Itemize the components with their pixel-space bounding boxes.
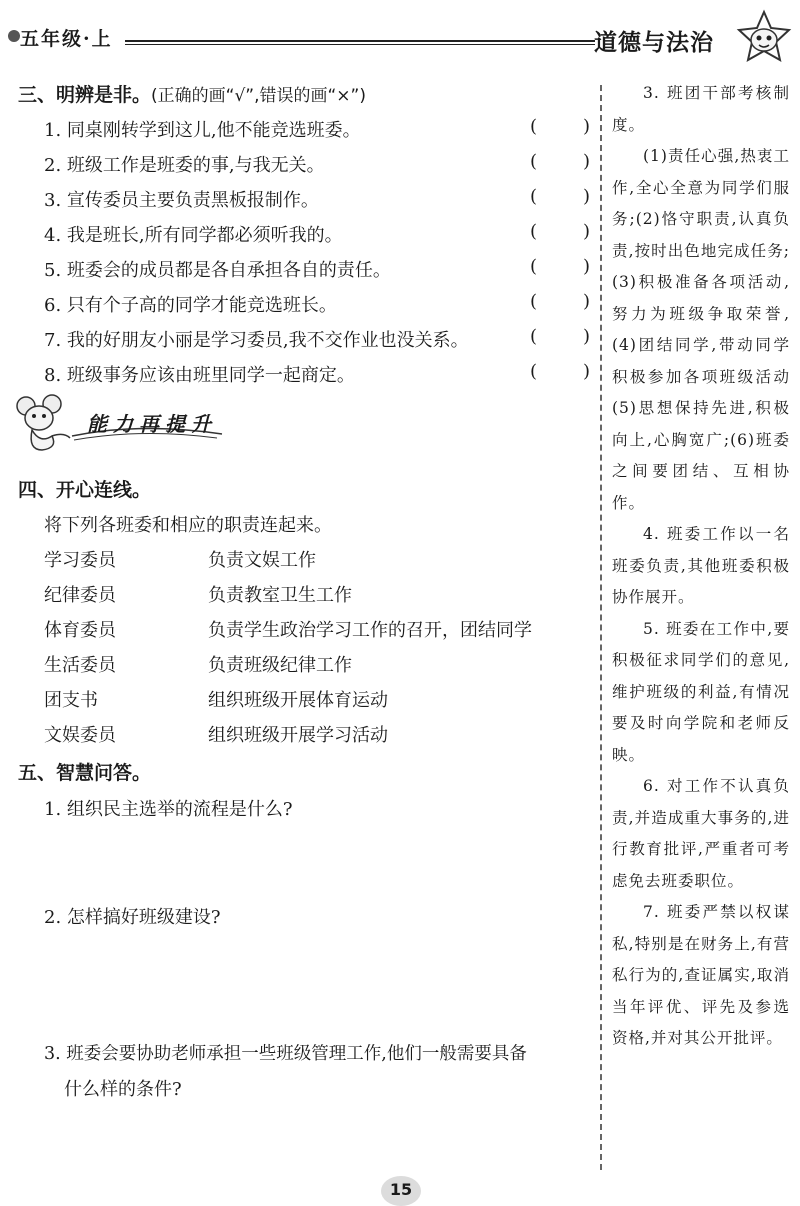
question-1: 1. 组织民主选举的流程是什么?: [44, 799, 293, 820]
section3-title: 三、明辨是非。: [18, 84, 152, 106]
sidebar-paragraph: 4. 班委工作以一名班委负责,其他班委积极协作展开。: [612, 525, 790, 606]
duty-item[interactable]: 负责学生政治学习工作的召开，团结同学: [208, 620, 532, 641]
subject-title: 道德与法治: [594, 30, 714, 56]
role-item[interactable]: 团支书: [44, 690, 98, 711]
judge-item: 2. 班级工作是班委的事,与我无关。: [44, 155, 325, 176]
answer-sidebar: [612, 78, 790, 1055]
role-item[interactable]: 体育委员: [44, 620, 116, 641]
section4-instruction: 将下列各班委和相应的职责连起来。: [44, 515, 332, 536]
judge-item: 5. 班委会的成员都是各自承担各自的责任。: [44, 260, 391, 281]
badge-title: 能力再提升: [87, 412, 217, 436]
sidebar-paragraph: 6. 对工作不认真负责,并造成重大事务的,进行教育批评,严重者可考虑免去班委职位。: [612, 777, 790, 890]
judge-item: 8. 班级事务应该由班里同学一起商定。: [44, 365, 355, 386]
sidebar-paragraph: (1)责任心强,热衷工作,全心全意为同学们服务;(2)恪守职责,认真负责,按时出色地完成任务;(3)积极准备各项活动,努力为班级争取荣誉,(4)团结同学,带动同学积极参加各项班级活动(5)思想保持先进,积极向上,心胸宽广;(6)班委之间要团结、互相协作。: [612, 147, 790, 512]
star-mascot-icon: [734, 8, 794, 66]
judge-item: 7. 我的好朋友小丽是学习委员,我不交作业也没关系。: [44, 330, 469, 351]
answer-blank[interactable]: ( ): [530, 151, 590, 172]
question-2: 2. 怎样搞好班级建设?: [44, 907, 221, 928]
answer-blank[interactable]: ( ): [530, 256, 590, 277]
section3-instruction: (正确的画“√”,错误的画“×”): [151, 86, 366, 106]
judge-item: 4. 我是班长,所有同学都必须听我的。: [44, 225, 343, 246]
page-number: 15: [381, 1176, 421, 1206]
duty-item[interactable]: 组织班级开展学习活动: [208, 725, 388, 746]
answer-blank[interactable]: ( ): [530, 291, 590, 312]
sidebar-paragraph: 3. 班团干部考核制度。: [612, 84, 790, 134]
section-badge: [12, 392, 227, 454]
judge-item: 3. 宣传委员主要负责黑板报制作。: [44, 190, 319, 211]
duty-item[interactable]: 负责教室卫生工作: [208, 585, 352, 606]
answer-blank[interactable]: ( ): [530, 221, 590, 242]
section4-title: 四、开心连线。: [18, 479, 152, 501]
judge-item: 1. 同桌刚转学到这儿,他不能竞选班委。: [44, 120, 361, 141]
section5-title: 五、智慧问答。: [18, 762, 152, 784]
sidebar-paragraph: 7. 班委严禁以权谋私,特别是在财务上,有营私行为的,查证属实,取消当年评优、评先及参选资格,并对其公开批评。: [612, 903, 790, 1047]
answer-blank[interactable]: ( ): [530, 326, 590, 347]
sidebar-paragraph: 5. 班委在工作中,要积极征求同学们的意见,维护班级的利益,有情况要及时向学院和老师反映。: [612, 619, 790, 764]
question-3-line2: 什么样的条件?: [64, 1079, 182, 1100]
duty-item[interactable]: 负责班级纪律工作: [208, 655, 352, 676]
grade-label: 五年级·上: [20, 28, 113, 50]
duty-item[interactable]: 负责文娱工作: [208, 550, 316, 571]
duty-item[interactable]: 组织班级开展体育运动: [208, 690, 388, 711]
column-divider: [600, 85, 602, 1170]
answer-blank[interactable]: ( ): [530, 361, 590, 382]
answer-blank[interactable]: ( ): [530, 116, 590, 137]
answer-blank[interactable]: ( ): [530, 186, 590, 207]
section3-heading: [18, 80, 366, 107]
question-3-line1: 3. 班委会要协助老师承担一些班级管理工作,他们一般需要具备: [44, 1044, 527, 1064]
role-item[interactable]: 学习委员: [44, 550, 116, 571]
role-item[interactable]: 纪律委员: [44, 585, 116, 606]
role-item[interactable]: 文娱委员: [44, 725, 116, 746]
role-item[interactable]: 生活委员: [44, 655, 116, 676]
judge-item: 6. 只有个子高的同学才能竞选班长。: [44, 295, 337, 316]
